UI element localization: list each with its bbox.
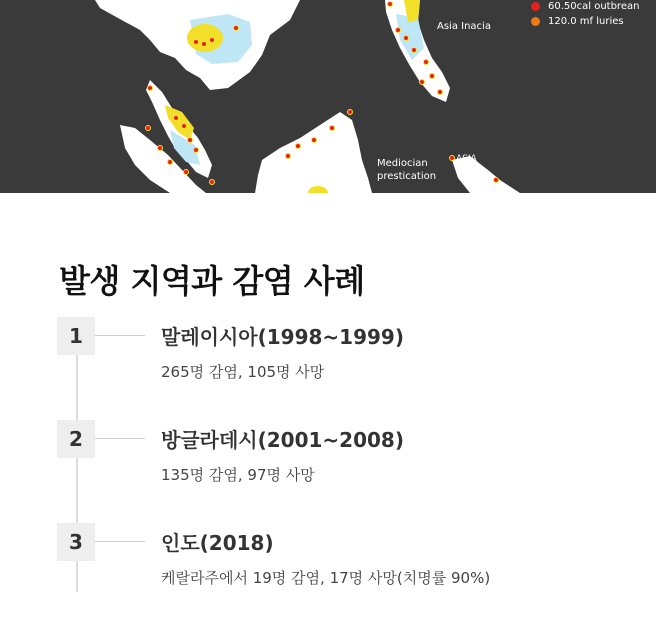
timeline-item-description: 265명 감염, 105명 사망 — [161, 363, 325, 381]
legend-red-dot-icon — [531, 2, 540, 11]
map-label-asia: ASIA — [456, 154, 477, 164]
timeline-item-description: 135명 감염, 97명 사망 — [161, 466, 315, 484]
map-land-borneo — [255, 112, 372, 193]
section-title: 발생 지역과 감염 사례 — [59, 262, 365, 300]
timeline-item-title: 말레이시아(1998~1999) — [161, 325, 404, 349]
timeline-number-badge: 1 — [57, 317, 95, 355]
map-label-mediocian: Mediocian — [377, 158, 428, 169]
timeline-connector — [95, 335, 145, 336]
legend-label: 60.50cal outbrean — [548, 1, 640, 12]
timeline-item-title: 인도(2018) — [161, 531, 274, 555]
map-highlight-yellow-cambodia — [187, 24, 223, 52]
legend-item-outbreak — [531, 1, 639, 12]
timeline-item — [57, 317, 637, 397]
map-graphic — [0, 0, 656, 193]
map-label-prestication: prestication — [377, 171, 437, 182]
legend-item-luries — [531, 16, 624, 27]
timeline-connector — [95, 438, 145, 439]
timeline-connector — [95, 541, 145, 542]
timeline-item-title: 방글라데시(2001~2008) — [161, 428, 404, 452]
legend-label: 120.0 mf luries — [548, 16, 624, 27]
outbreak-map — [0, 0, 656, 193]
timeline-item — [57, 420, 637, 500]
timeline-number-badge: 2 — [57, 420, 95, 458]
timeline-number-badge: 3 — [57, 523, 95, 561]
timeline-item — [57, 523, 637, 603]
map-label-asia-inacia: Asia Inacia — [437, 21, 491, 32]
legend-orange-dot-icon — [531, 17, 540, 26]
timeline-item-description: 케랄라주에서 19명 감염, 17명 사망(치명률 90%) — [161, 569, 491, 587]
